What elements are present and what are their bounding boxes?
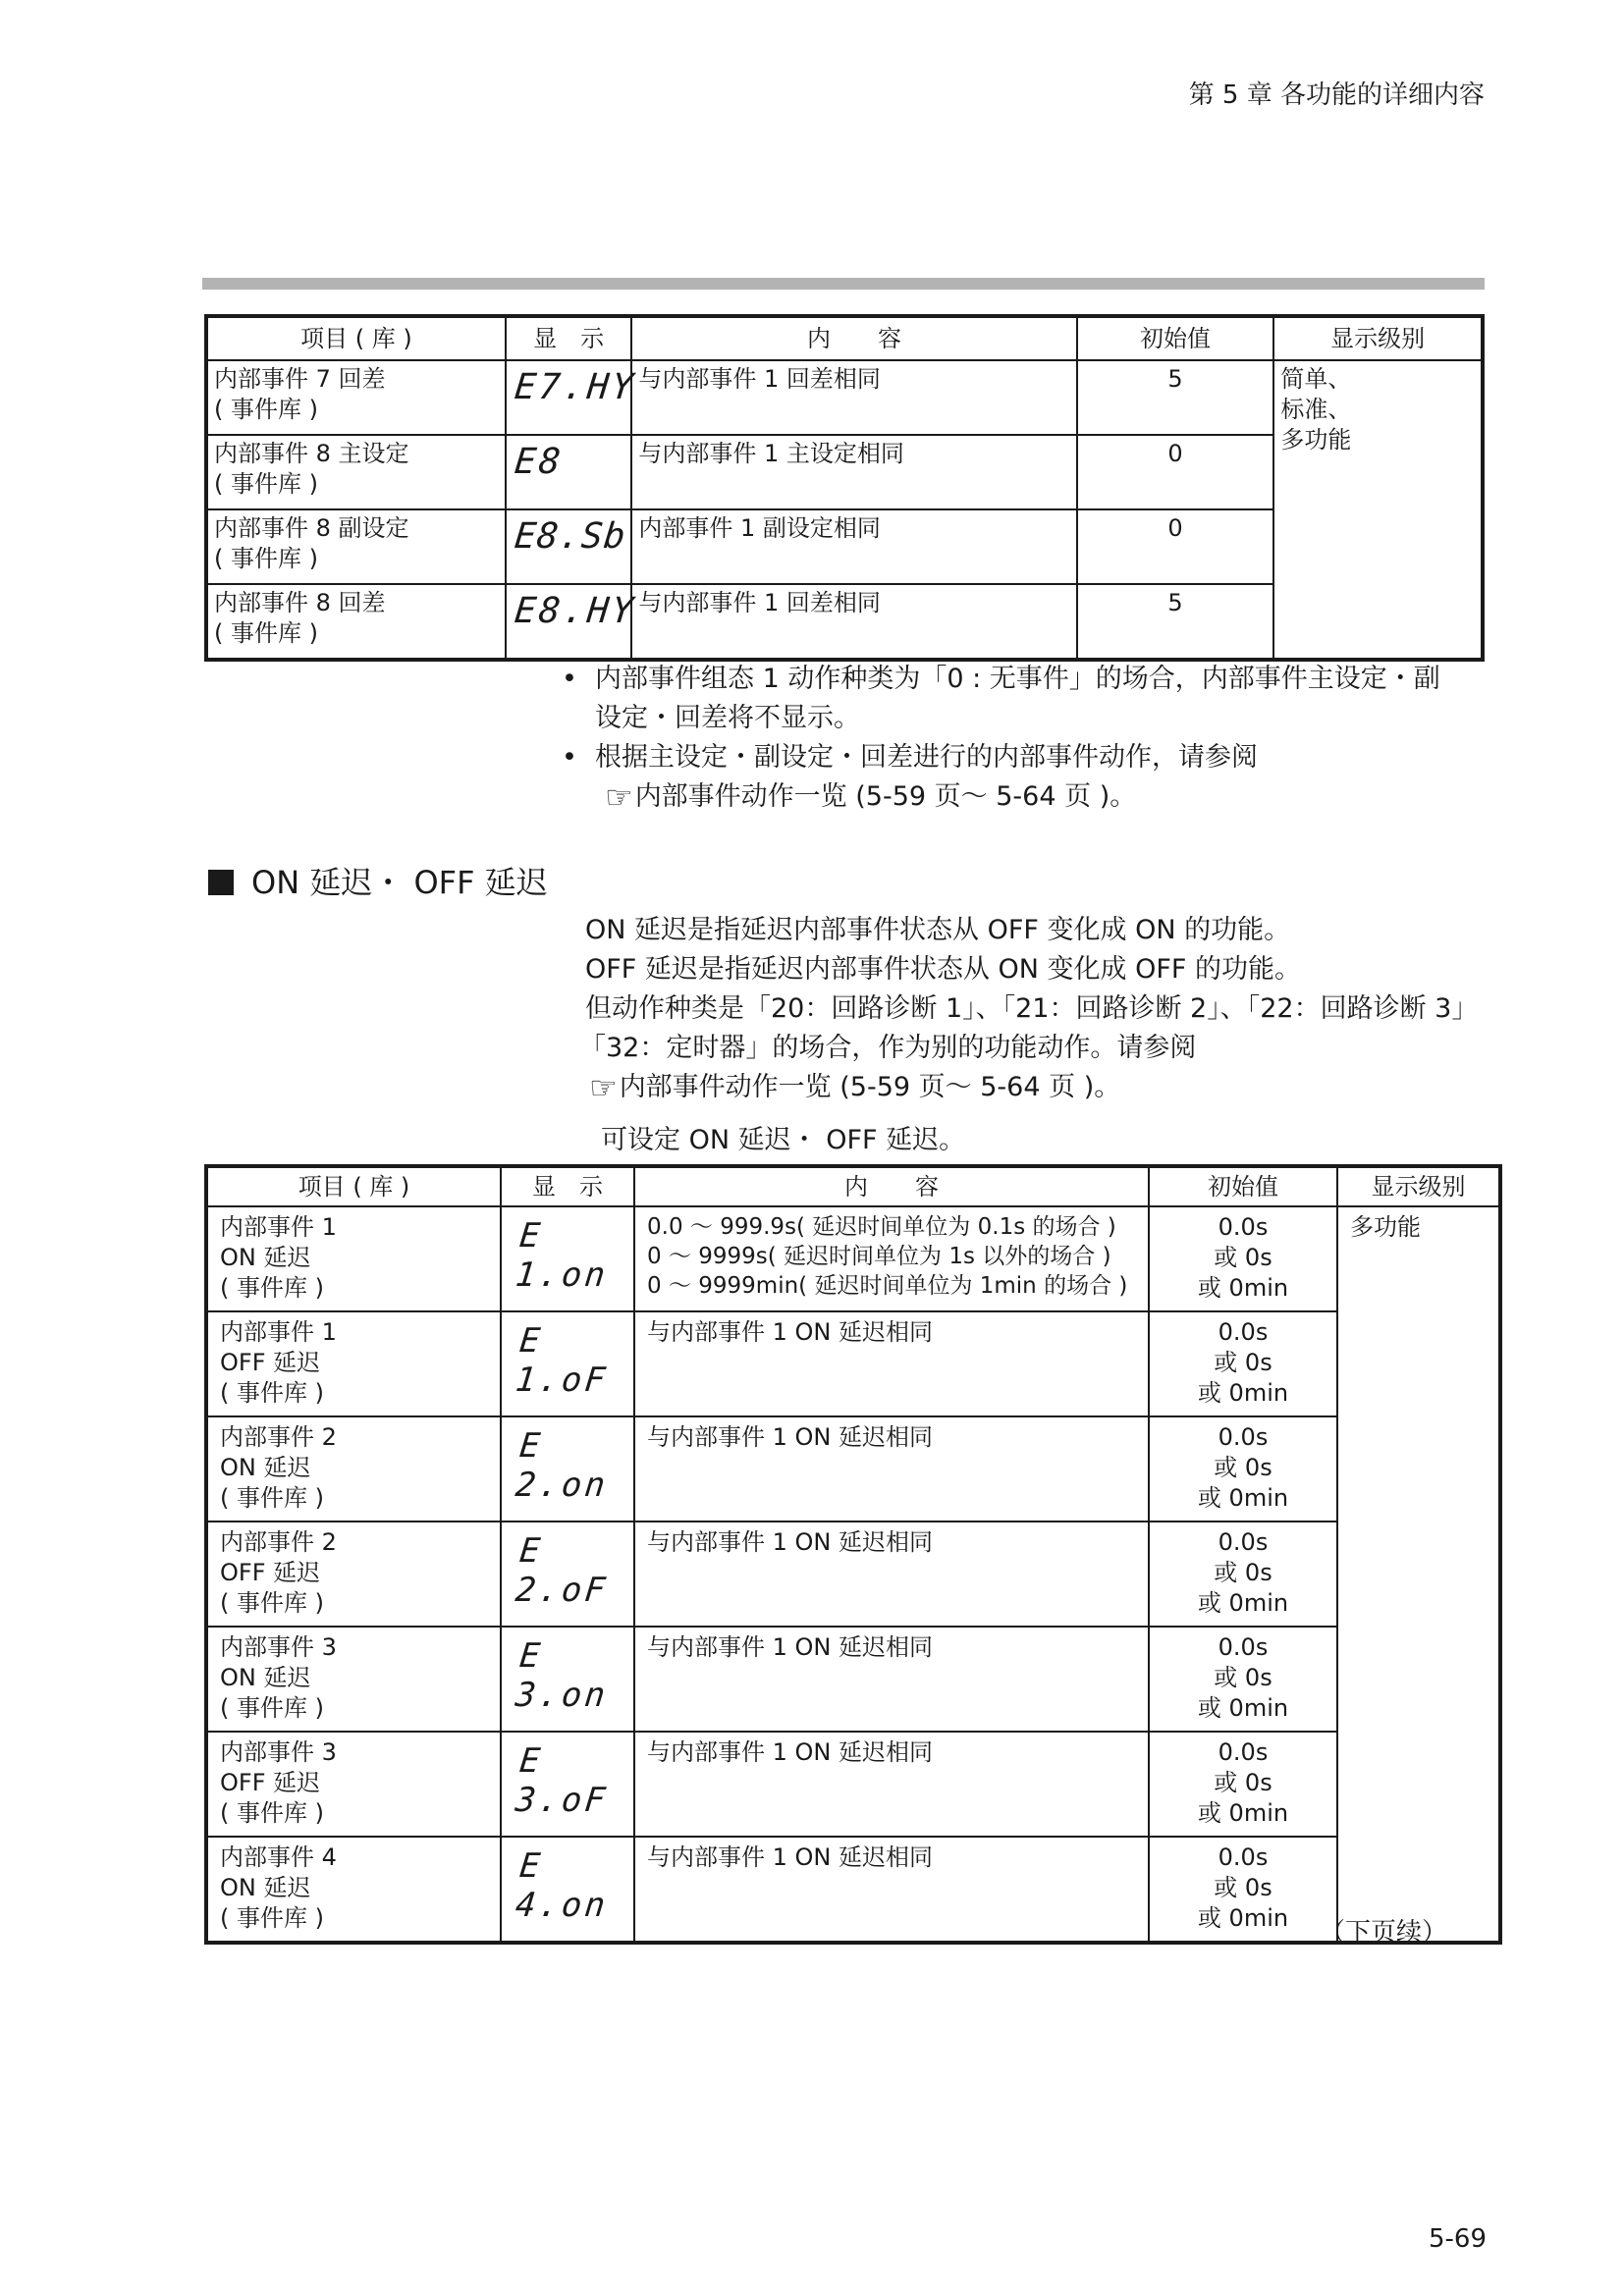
note-2-line-2 — [605, 777, 1136, 817]
content-cell: 与内部事件 1 ON 延迟相同 — [634, 1627, 1149, 1732]
initial-cell: 0.0s 或 0s 或 0min — [1149, 1837, 1337, 1943]
table-row — [206, 1522, 1500, 1627]
item-cell: 内部事件 1 OFF 延迟 ( 事件库 ) — [206, 1311, 501, 1416]
note-2-line-1: 根据主设定・副设定・回差进行的内部事件动作，请参阅 — [595, 742, 1258, 773]
segment-display: E8.HY — [512, 591, 638, 631]
initial-cell: 0.0s 或 0s 或 0min — [1149, 1206, 1337, 1311]
content-cell: 内部事件 1 副设定相同 — [631, 509, 1076, 584]
square-bullet-icon — [208, 870, 234, 895]
segment-display: E 3.oF — [514, 1741, 611, 1820]
column-header-initial: 初始值 — [1149, 1166, 1337, 1206]
column-header-display: 显 示 — [506, 316, 631, 360]
initial-cell: 0 — [1077, 435, 1274, 509]
column-header-item: 项目 ( 库 ) — [206, 1166, 501, 1206]
table-row — [206, 1627, 1500, 1732]
display-cell — [506, 360, 638, 435]
display-cell — [501, 1311, 634, 1416]
segment-display: E 2.on — [514, 1426, 611, 1505]
initial-cell: 0.0s 或 0s 或 0min — [1149, 1732, 1337, 1837]
content-cell: 与内部事件 1 ON 延迟相同 — [634, 1416, 1149, 1522]
content-cell: 与内部事件 1 ON 延迟相同 — [634, 1837, 1149, 1943]
item-cell: 内部事件 8 副设定 ( 事件库 ) — [206, 509, 506, 584]
content-cell: 与内部事件 1 ON 延迟相同 — [634, 1311, 1149, 1416]
segment-display: E8.Sb — [512, 516, 628, 557]
display-cell — [501, 1627, 634, 1732]
paragraph-line-5 — [589, 1068, 1120, 1107]
segment-display: E 1.on — [514, 1216, 611, 1295]
column-header-initial: 初始值 — [1077, 316, 1274, 360]
initial-cell: 0 — [1077, 509, 1274, 584]
page-number: 5-69 — [1428, 2224, 1487, 2254]
bullet: • — [562, 664, 577, 694]
content-cell: 与内部事件 1 回差相同 — [631, 584, 1076, 660]
level-cell: 多功能 — [1337, 1206, 1500, 1943]
initial-cell: 5 — [1077, 584, 1274, 660]
display-cell — [501, 1837, 634, 1943]
segment-display: E8 — [512, 442, 566, 482]
display-cell — [501, 1206, 634, 1311]
column-header-content: 内 容 — [631, 316, 1076, 360]
item-cell: 内部事件 7 回差 ( 事件库 ) — [206, 360, 506, 435]
segment-display: E 4.on — [514, 1846, 611, 1925]
column-header-level: 显示级别 — [1337, 1166, 1500, 1206]
reference-link[interactable]: 内部事件动作一览 (5-59 页～ 5-64 页 )。 — [619, 1072, 1121, 1102]
paragraph-line-2: OFF 延迟是指延迟内部事件状态从 ON 变化成 OFF 的功能。 — [585, 954, 1301, 985]
level-cell: 简单、 标准、 多功能 — [1273, 360, 1483, 660]
item-cell: 内部事件 3 ON 延迟 ( 事件库 ) — [206, 1627, 501, 1732]
display-cell — [501, 1522, 634, 1627]
internal-event-settings-table — [204, 314, 1485, 662]
paragraph-line-3: 但动作种类是「20：回路诊断 1」、「21：回路诊断 2」、「22：回路诊断 3」 — [585, 993, 1479, 1024]
display-cell — [506, 584, 638, 660]
content-cell: 与内部事件 1 ON 延迟相同 — [634, 1732, 1149, 1837]
column-header-content: 内 容 — [634, 1166, 1149, 1206]
item-cell: 内部事件 2 ON 延迟 ( 事件库 ) — [206, 1416, 501, 1522]
display-cell — [501, 1416, 634, 1522]
column-header-level: 显示级别 — [1273, 316, 1483, 360]
table-header-row — [206, 316, 1483, 360]
table-row — [206, 1732, 1500, 1837]
content-cell: 与内部事件 1 主设定相同 — [631, 435, 1076, 509]
item-cell: 内部事件 4 ON 延迟 ( 事件库 ) — [206, 1837, 501, 1943]
content-cell: 0.0 ～ 999.9s( 延迟时间单位为 0.1s 的场合 ) 0 ～ 9999s( 延迟时间单位为 1s 以外的场合 ) 0 ～ 9999min( 延迟时间单位为 1min 的场合 ) — [634, 1206, 1149, 1311]
content-cell: 与内部事件 1 回差相同 — [631, 360, 1076, 435]
paragraph-line-1: ON 延迟是指延迟内部事件状态从 OFF 变化成 ON 的功能。 — [585, 915, 1291, 945]
table-row — [206, 1206, 1500, 1311]
pointing-hand-icon: ☞ — [589, 1069, 618, 1106]
segment-display: E 2.oF — [514, 1531, 611, 1610]
initial-cell: 0.0s 或 0s 或 0min — [1149, 1416, 1337, 1522]
column-header-item: 项目 ( 库 ) — [206, 316, 506, 360]
content-cell: 与内部事件 1 ON 延迟相同 — [634, 1522, 1149, 1627]
item-cell: 内部事件 3 OFF 延迟 ( 事件库 ) — [206, 1732, 501, 1837]
initial-cell: 0.0s 或 0s 或 0min — [1149, 1311, 1337, 1416]
item-cell: 内部事件 8 回差 ( 事件库 ) — [206, 584, 506, 660]
continued-note: （下页续） — [1320, 1918, 1448, 1948]
section-title-text: ON 延迟・ OFF 延迟 — [251, 864, 548, 901]
table-row — [206, 1837, 1500, 1943]
item-cell: 内部事件 2 OFF 延迟 ( 事件库 ) — [206, 1522, 501, 1627]
segment-display: E7.HY — [512, 367, 638, 407]
reference-link[interactable]: 内部事件动作一览 (5-59 页～ 5-64 页 )。 — [634, 781, 1137, 812]
display-cell — [506, 509, 631, 584]
section-title — [208, 858, 548, 903]
chapter-header: 第 5 章 各功能的详细内容 — [1188, 80, 1485, 110]
column-header-display: 显 示 — [501, 1166, 634, 1206]
item-cell: 内部事件 1 ON 延迟 ( 事件库 ) — [206, 1206, 501, 1311]
display-cell — [501, 1732, 634, 1837]
on-off-delay-table — [204, 1164, 1502, 1945]
paragraph-line-6: 可设定 ON 延迟・ OFF 延迟。 — [601, 1125, 966, 1155]
table-row — [206, 1311, 1500, 1416]
paragraph-line-4: 「32：定时器」的场合，作为别的功能动作。请参阅 — [579, 1033, 1197, 1063]
item-cell: 内部事件 8 主设定 ( 事件库 ) — [206, 435, 506, 509]
segment-display: E 3.on — [514, 1636, 611, 1715]
initial-cell: 0.0s 或 0s 或 0min — [1149, 1627, 1337, 1732]
initial-cell: 0.0s 或 0s 或 0min — [1149, 1522, 1337, 1627]
section-divider — [202, 278, 1485, 290]
bullet: • — [562, 742, 577, 773]
table-header-row — [206, 1166, 1500, 1206]
initial-cell: 5 — [1077, 360, 1274, 435]
segment-display: E 1.oF — [514, 1321, 611, 1400]
pointing-hand-icon: ☞ — [605, 778, 633, 816]
table-row — [206, 360, 1483, 435]
table-row — [206, 1416, 1500, 1522]
display-cell — [506, 435, 631, 509]
note-1-line-2: 设定・回差将不显示。 — [595, 703, 860, 733]
note-1-line-1: 内部事件组态 1 动作种类为「0 : 无事件」的场合，内部事件主设定・副 — [595, 664, 1440, 694]
